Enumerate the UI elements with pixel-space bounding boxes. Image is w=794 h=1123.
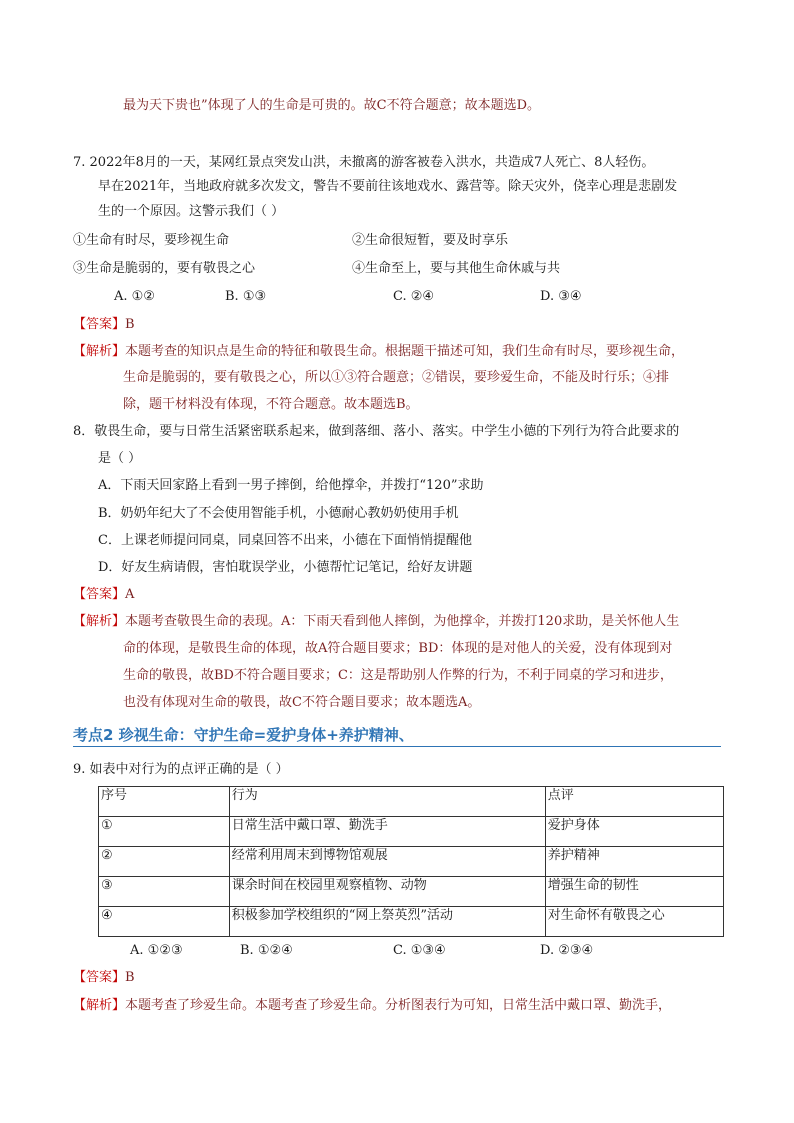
table-cell: 爱护身体 [545,817,723,847]
q9-choice-d: D. ②③④ [540,943,594,958]
answer-value: B [125,970,135,985]
q8-answer [73,586,134,604]
table-header-cell: 行为 [229,787,545,817]
q9-choice-c: C. ①③④ [393,943,446,958]
table-row [99,877,724,907]
q8-option-d: D．好友生病请假，害怕耽误学业，小德帮忙记笔记，给好友讲题 [98,560,473,575]
table-cell: ③ [99,877,230,907]
table-cell: 经常利用周末到博物馆观展 [229,847,545,877]
q7-analysis-line-3: 除，题干材料没有体现，不符合题意。故本题选B。 [123,397,419,412]
table-row [99,817,724,847]
analysis-tag: 【解析】 [73,998,126,1013]
table-cell: ① [99,817,230,847]
q8-stem-line-1: 8．敬畏生命，要与日常生活紧密联系起来，做到落细、落小、落实。中学生小德的下列行为符合此要求的 [73,424,680,439]
q9-stem: 9. 如表中对行为的点评正确的是（ ） [73,762,289,777]
table-cell: 增强生命的韧性 [545,877,723,907]
q7-choice-d: D. ③④ [540,289,582,304]
q7-analysis-line-2: 生命是脆弱的，要有敬畏之心，所以①③符合题意；②错误，要珍爱生命，不能及时行乐；④排 [123,370,670,385]
q7-statement-4: ④生命至上，要与其他生命休戚与共 [352,261,561,276]
table-cell: 课余时间在校园里观察植物、动物 [229,877,545,907]
answer-tag: 【答案】 [73,970,126,985]
table-row [99,907,724,937]
q7-stem-line-2: 早在2021年，当地政府就多次发文，警告不要前往该地戏水、露营等。除天灾外，侥幸心理是悲剧发 [98,179,678,194]
q7-stem-line-3: 生的一个原因。这警示我们（ ） [98,204,285,219]
table-cell: 对生命怀有敬畏之心 [545,907,723,937]
q9-choice-b: B. ①②④ [240,943,293,958]
q8-option-b: B．奶奶年纪大了不会使用智能手机，小德耐心教奶奶使用手机 [98,506,459,521]
analysis-tag: 【解析】 [73,344,126,359]
table-cell: 积极参加学校组织的“网上祭英烈”活动 [229,907,545,937]
answer-tag: 【答案】 [73,317,126,332]
section-heading-underline [73,746,721,747]
table-cell: 养护精神 [545,847,723,877]
analysis-tag: 【解析】 [73,614,126,629]
table-cell: 日常生活中戴口罩、勤洗手 [229,817,545,847]
answer-tag: 【答案】 [73,587,126,602]
q7-choice-a: A. ①② [114,289,155,304]
table-header-cell: 点评 [545,787,723,817]
q8-option-c: C．上课老师提问同桌，同桌回答不出来，小德在下面悄悄提醒他 [98,533,472,548]
analysis-text: 本题考查的知识点是生命的特征和敬畏生命。根据题干描述可知，我们生命有时尽，要珍视生命， [125,344,685,359]
q8-option-a: A．下雨天回家路上看到一男子摔倒，给他撑伞，并拨打“120”求助 [98,478,484,493]
table-header-row [99,787,724,817]
q7-statement-2: ②生命很短暂，要及时享乐 [352,233,509,248]
table-cell: ④ [99,907,230,937]
q8-analysis-line-2: 命的体现，是敬畏生命的体现，故A符合题目要求；BD：体现的是对他人的关爱，没有体现到对 [123,641,673,656]
q7-statement-3: ③生命是脆弱的，要有敬畏之心 [73,261,256,276]
q9-table [98,786,724,937]
section-heading: 考点2 珍视生命：守护生命=爱护身体+养护精神、 [73,726,414,744]
q9-choice-a: A. ①②③ [130,943,183,958]
q9-analysis-line-1 [73,997,671,1015]
q8-analysis-line-4: 也没有体现对生命的敬畏，故C不符合题目要求；故本题选A。 [123,695,481,710]
q7-choice-c: C. ②④ [393,289,435,304]
q7-choice-b: B. ①③ [225,289,267,304]
previous-analysis-tail: 最为天下贵也”体现了人的生命是可贵的。故C不符合题意；故本题选D。 [123,98,541,113]
q7-analysis-line-1 [73,343,684,361]
q8-analysis-line-3: 生命的敬畏，故BD不符合题目要求；C：这是帮助别人作弊的行为，不利于同桌的学习和进步， [123,668,673,683]
q7-stem-line-1: 7. 2022年8月的一天，某网红景点突发山洪，未撤离的游客被卷入洪水，共造成7人死亡、8人轻伤。 [73,155,655,170]
q8-stem-line-2: 是（ ） [98,451,142,466]
answer-value: B [125,317,135,332]
q8-analysis-line-1 [73,613,679,631]
analysis-text: 本题考查了珍爱生命。本题考查了珍爱生命。分析图表行为可知，日常生活中戴口罩、勤洗手， [125,998,672,1013]
q9-answer [73,969,135,987]
answer-value: A [125,587,135,602]
table-cell: ② [99,847,230,877]
table-row [99,847,724,877]
q7-answer [73,316,135,334]
table-header-cell: 序号 [99,787,230,817]
q7-statement-1: ①生命有时尽，要珍视生命 [73,233,230,248]
analysis-text: 本题考查敬畏生命的表现。A：下雨天看到他人摔倒，为他撑伞，并拨打120求助，是关怀他人生 [125,614,680,629]
